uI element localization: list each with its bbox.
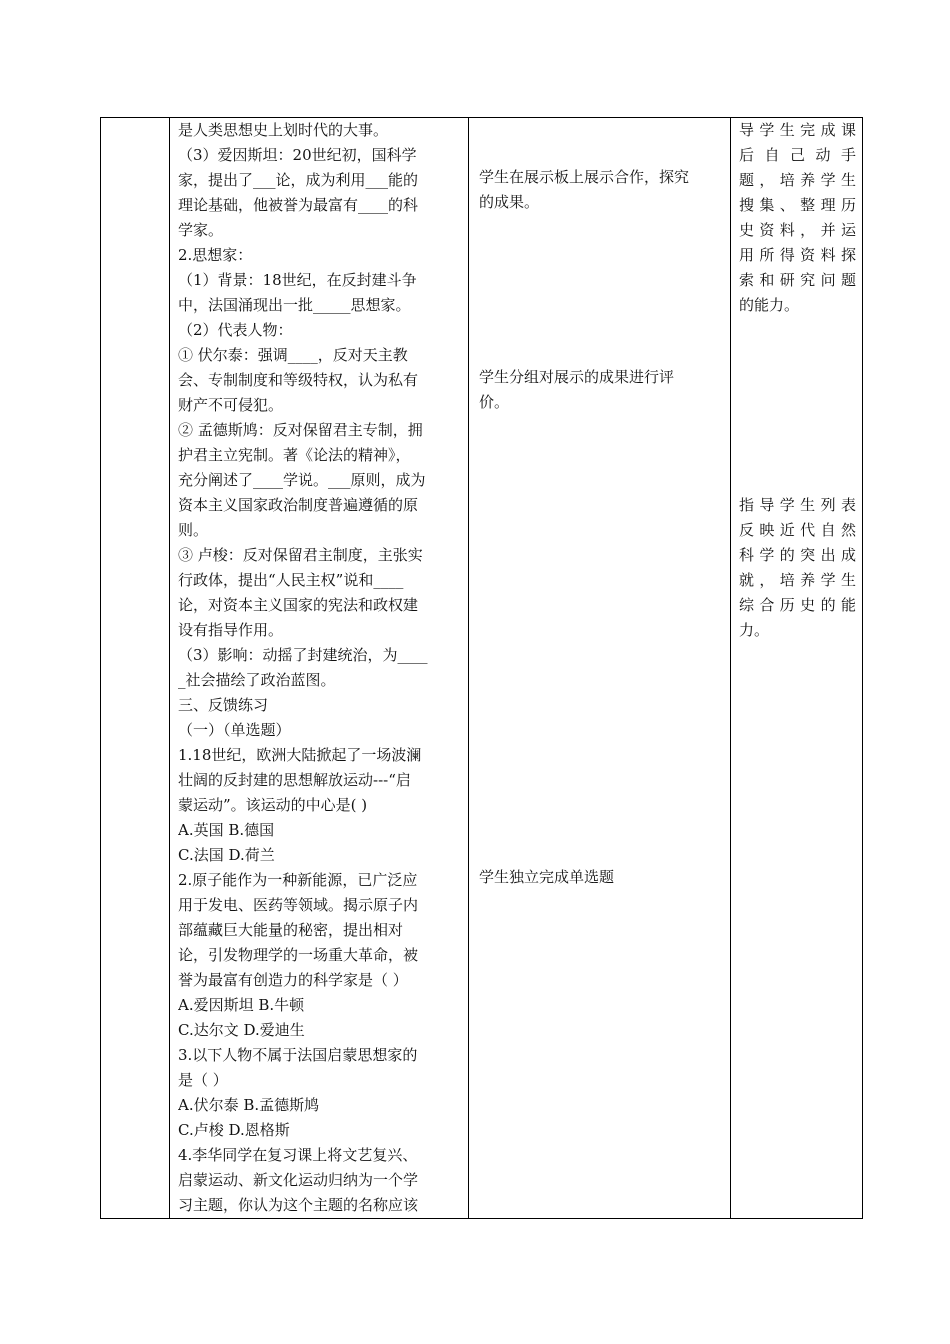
student-activity-block [479, 365, 719, 415]
content-line: ② 孟德斯鸠：反对保留君主专制，拥 [178, 421, 423, 439]
activity-line: 学生独立完成单选题 [479, 868, 615, 886]
content-line: A.爱因斯坦 B.牛顿 [178, 996, 305, 1014]
design-intent-block [739, 493, 856, 643]
content-line: 论，对资本主义国家的宪法和政权建 [178, 596, 419, 614]
content-line: 誉为最富有创造力的科学家是（ ） [178, 971, 408, 989]
content-line: 论，引发物理学的一场重大革命，被 [178, 946, 419, 964]
intent-line: 综 合 历 史 的 能 [739, 596, 856, 614]
content-line: 启蒙运动、新文化运动归纳为一个学 [178, 1171, 419, 1189]
content-line: 3.以下人物不属于法国启蒙思想家的 [178, 1046, 418, 1064]
intent-line: 反 映 近 代 自 然 [739, 521, 856, 539]
content-line: A.伏尔泰 B.孟德斯鸠 [178, 1096, 320, 1114]
content-line: （3）影响：动摇了封建统治，为____ [178, 646, 428, 664]
content-line: 充分阐述了____学说。___原则，成为 [178, 471, 426, 489]
activity-line: 的成果。 [479, 193, 540, 211]
lesson-plan-table [100, 117, 863, 1219]
content-line: 三、反馈练习 [178, 696, 269, 714]
content-line: 习主题，你认为这个主题的名称应该 [178, 1196, 419, 1214]
section-column-cell [101, 118, 170, 1219]
content-line: （2）代表人物： [178, 321, 293, 339]
intent-line: 后 自 己 动 手 [739, 146, 856, 164]
design-intent-column-cell [731, 118, 863, 1219]
content-line: 是人类思想史上划时代的大事。 [178, 121, 389, 139]
teaching-content [170, 118, 468, 1218]
content-line: ③ 卢梭：反对保留君主制度，主张实 [178, 546, 423, 564]
content-line: 学家。 [178, 221, 224, 239]
student-activity-block [479, 865, 719, 890]
content-line: _社会描绘了政治蓝图。 [178, 671, 336, 689]
content-line: 4.李华同学在复习课上将文艺复兴、 [178, 1146, 418, 1164]
intent-line: 科 学 的 突 出 成 [739, 546, 856, 564]
intent-line: 力。 [739, 621, 770, 639]
content-line: 行政体，提出“人民主权”说和____ [178, 571, 404, 589]
table-row [101, 118, 863, 1219]
content-line: 2.思想家： [178, 246, 253, 264]
content-line: 则。 [178, 521, 209, 539]
content-line: C.法国 D.荷兰 [178, 846, 275, 864]
design-intent-block [739, 118, 856, 318]
content-column-cell [170, 118, 469, 1219]
content-line: 资本主义国家政治制度普遍遵循的原 [178, 496, 419, 514]
activity-line: 价。 [479, 393, 510, 411]
content-line: 1.18世纪，欧洲大陆掀起了一场波澜 [178, 746, 422, 764]
content-line: 中，法国涌现出一批_____思想家。 [178, 296, 411, 314]
content-line: （3）爱因斯坦：20世纪初，国科学 [178, 146, 417, 164]
content-line: （1）背景：18世纪，在反封建斗争 [178, 271, 417, 289]
content-line: 会、专制制度和等级特权，认为私有 [178, 371, 419, 389]
student-activity-column-cell [469, 118, 731, 1219]
intent-line: 索 和 研 究 问 题 [739, 271, 856, 289]
content-line: 护君主立宪制。著《论法的精神》， [178, 446, 411, 464]
content-line: 2.原子能作为一种新能源，已广泛应 [178, 871, 418, 889]
intent-line: 搜 集 、 整 理 历 [739, 196, 856, 214]
content-line: A.英国 B.德国 [178, 821, 275, 839]
content-line: 设有指导作用。 [178, 621, 284, 639]
content-line: 家，提出了___论，成为利用___能的 [178, 171, 419, 189]
content-line: （一）（单选题） [178, 721, 291, 739]
content-line: C.达尔文 D.爱迪生 [178, 1021, 305, 1039]
intent-line: 导 学 生 完 成 课 [739, 121, 856, 139]
intent-line: 史 资 料 ， 并 运 [739, 221, 856, 239]
content-line: 部蕴藏巨大能量的秘密，提出相对 [178, 921, 404, 939]
content-line: 是（ ） [178, 1071, 228, 1089]
content-line: 理论基础，他被誉为最富有____的科 [178, 196, 419, 214]
content-line: C.卢梭 D.恩格斯 [178, 1121, 290, 1139]
content-line: ① 伏尔泰：强调____，反对天主教 [178, 346, 408, 364]
intent-line: 题 ， 培 养 学 生 [739, 171, 856, 189]
activity-line: 学生在展示板上展示合作，探究 [479, 168, 690, 186]
content-line: 财产不可侵犯。 [178, 396, 284, 414]
student-activity-block [479, 165, 719, 215]
design-intent [731, 118, 862, 643]
intent-line: 的能力。 [739, 296, 800, 314]
activity-line: 学生分组对展示的成果进行评 [479, 368, 675, 386]
intent-line: 就 ， 培 养 学 生 [739, 571, 856, 589]
content-line: 蒙运动”。该运动的中心是( ) [178, 796, 368, 814]
intent-line: 指 导 学 生 列 表 [739, 496, 856, 514]
intent-line: 用 所 得 资 料 探 [739, 246, 856, 264]
content-line: 用于发电、医药等领域。揭示原子内 [178, 896, 419, 914]
content-line: 壮阔的反封建的思想解放运动---“启 [178, 771, 411, 789]
